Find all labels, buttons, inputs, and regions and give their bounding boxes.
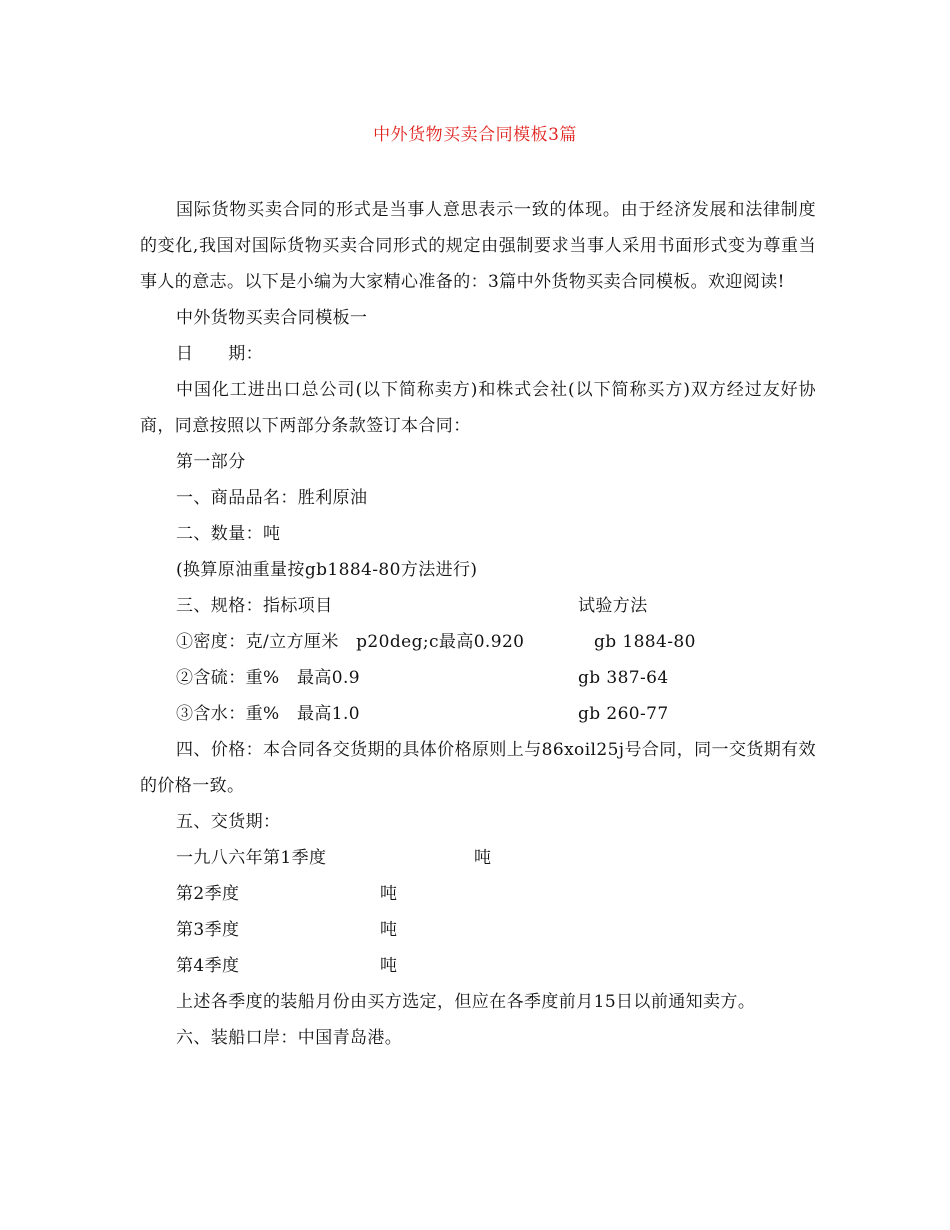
delivery-unit: 吨 bbox=[380, 956, 398, 976]
spec-row-indicator: ②含硫：重% 最高0.9 bbox=[176, 668, 360, 688]
delivery-row bbox=[140, 876, 816, 912]
port-line: 六、装船口岸：中国青岛港。 bbox=[176, 1028, 403, 1048]
spec-row bbox=[140, 696, 816, 732]
spec-row-indicator: ③含水：重% 最高1.0 bbox=[176, 704, 360, 724]
delivery-heading: 五、交货期： bbox=[176, 812, 281, 832]
item-product-name: 一、商品品名：胜利原油 bbox=[176, 488, 368, 508]
section-heading: 中外货物买卖合同模板一 bbox=[176, 308, 368, 328]
spec-row-indicator: ①密度：克/立方厘米 p20deg;c最高0.920 bbox=[176, 632, 525, 652]
spec-row-method: gb 387-64 bbox=[578, 668, 669, 688]
delivery-unit: 吨 bbox=[380, 920, 398, 940]
spec-row bbox=[140, 624, 816, 660]
part-one-heading: 第一部分 bbox=[176, 452, 246, 472]
delivery-period: 第4季度 bbox=[176, 956, 240, 976]
document-body bbox=[140, 192, 816, 1056]
spec-header-row bbox=[140, 588, 816, 624]
delivery-period: 一九八六年第1季度 bbox=[176, 848, 327, 868]
spec-row-method: gb 1884-80 bbox=[594, 632, 696, 652]
item-quantity: 二、数量：吨 bbox=[176, 524, 281, 544]
date-label: 日 期： bbox=[176, 344, 263, 364]
delivery-row bbox=[140, 840, 816, 876]
price-paragraph: 四、价格：本合同各交货期的具体价格原则上与86xoil25j号合同，同一交货期有效的价格一致。 bbox=[140, 740, 816, 796]
document-title: 中外货物买卖合同模板3篇 bbox=[373, 125, 577, 145]
delivery-period: 第3季度 bbox=[176, 920, 240, 940]
shipping-note: 上述各季度的装船月份由买方选定，但应在各季度前月15日以前通知卖方。 bbox=[176, 992, 756, 1012]
spec-method-header: 试验方法 bbox=[578, 596, 648, 616]
delivery-unit: 吨 bbox=[474, 848, 492, 868]
spec-row-method: gb 260-77 bbox=[578, 704, 669, 724]
quantity-note: (换算原油重量按gb1884-80方法进行) bbox=[176, 560, 478, 580]
parties-paragraph: 中国化工进出口总公司(以下简称卖方)和株式会社(以下简称买方)双方经过友好协商，同意按照以下两部分条款签订本合同： bbox=[140, 380, 816, 436]
spec-label: 三、规格：指标项目 bbox=[176, 596, 333, 616]
intro-paragraph: 国际货物买卖合同的形式是当事人意思表示一致的体现。由于经济发展和法律制度的变化,我国对国际货物买卖合同形式的规定由强制要求当事人采用书面形式变为尊重当事人的意志。以下是小编为大家精心准备的：3篇中外货物买卖合同模板。欢迎阅读! bbox=[140, 200, 816, 292]
delivery-row bbox=[140, 912, 816, 948]
delivery-row bbox=[140, 948, 816, 984]
delivery-unit: 吨 bbox=[380, 884, 398, 904]
spec-row bbox=[140, 660, 816, 696]
delivery-period: 第2季度 bbox=[176, 884, 240, 904]
